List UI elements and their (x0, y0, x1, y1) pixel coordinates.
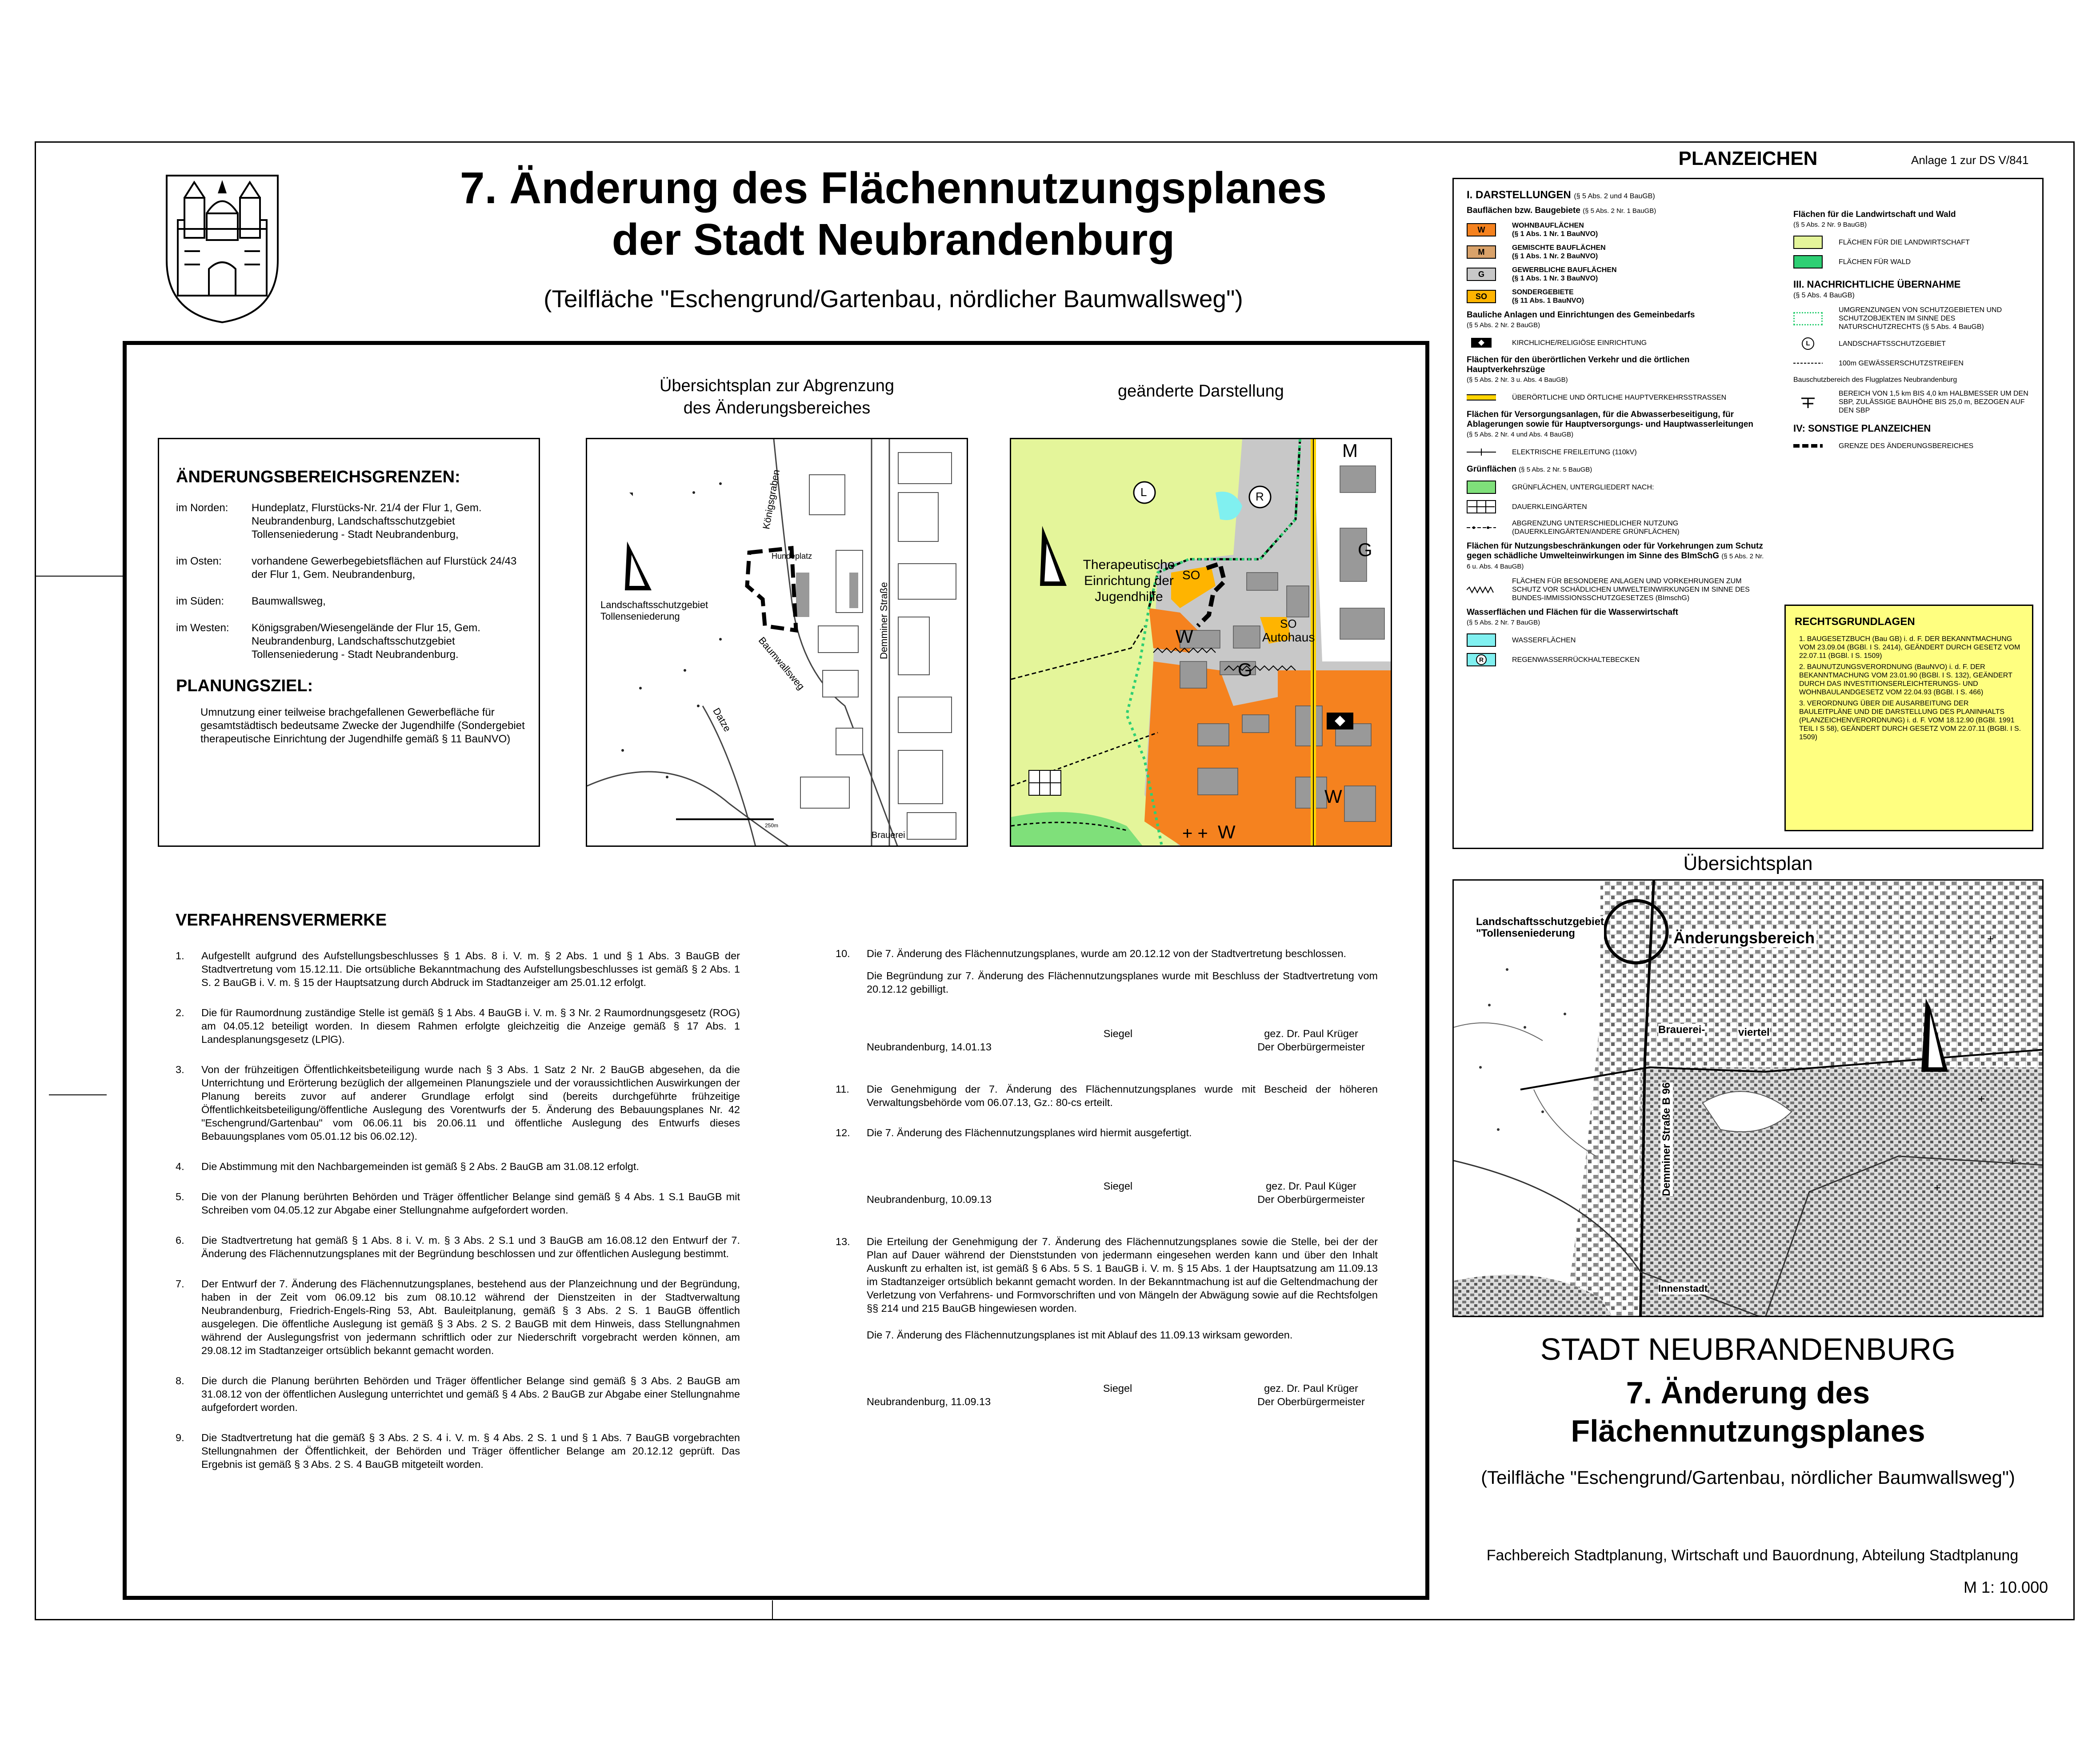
city-map-title: Übersichtsplan (1683, 853, 1813, 874)
lsg-icon (1793, 337, 1823, 350)
map2-label-w-2: W (1324, 786, 1342, 807)
sig-seal: Siegel (1103, 1028, 1133, 1039)
legend-row-m (1467, 244, 1769, 260)
legend-sec4: IV: SONSTIGE PLANZEICHEN (1793, 423, 1931, 434)
map1-label-lsg (600, 599, 708, 622)
map2-label-r: R (1256, 490, 1264, 503)
legend-w-ref: (§ 1 Abs. 1 Nr. 1 BauNVO) (1512, 230, 1598, 238)
procedure-text: Die Stadtvertretung hat gemäß § 1 Abs. 8 i. V. m. § 3 Abs. 2 S.1 und 3 BauGB am 16.08.12 den Entwurf der 7. Änderung des Flächennutzungsplanes mit der Begründung beschlossen und zur öffentlichen Auslegung bestimmt. (201, 1234, 740, 1259)
legend-bauflaechen-label: Bauflächen bzw. Baugebiete (1467, 206, 1580, 215)
legend-row-abgrenzung (1467, 519, 1769, 536)
legal-basis-item: 1. BAUGESETZBUCH (Bau GB) i. d. F. DER BEKANNTMACHUNG VOM 23.09.04 (BGBl. I S. 2414), GEÄNDERT DURCH GESETZ VOM 22.07.11 (BGBl. I S. 1509) (1799, 635, 2020, 660)
title-line-2: der Stadt Neubrandenburg (612, 215, 1175, 264)
legend-swatch-m: M (1467, 245, 1496, 259)
legend-versorgung (1467, 410, 1769, 440)
legal-basis-item: 3. VERORDNUNG ÜBER DIE AUSARBEITUNG DER BAULEITPLÄNE UND DIE DARSTELLUNG DES PLANINHALTS (PLANZEICHENVERORDNUNG) i. d. F. VOM 18.12.90 (BGBl. 1991 TEIL I S 58), GEÄNDERT DURCH GESETZ VOM 22.07.11 (BGBl. I S. 1509) (1799, 700, 2021, 741)
footer-city: STADT NEUBRANDENBURG (1540, 1332, 1956, 1366)
city-overview-map (1452, 879, 2044, 1317)
legend-row-landw (1793, 235, 2036, 249)
legend-m-label: GEMISCHTE BAUFLÄCHEN (1512, 244, 1606, 252)
procedure-num: 12. (836, 1127, 850, 1138)
legend-bauflaechen (1467, 206, 1769, 216)
map2-label-so-2: SO (1280, 617, 1297, 630)
goal-text: Umnutzung einer teilweise brachgefallenen Gewerbefläche für gesamtstädtisch bedeutsame Zwecke der Jugendhilfe (Sondergebiet therapeutische Einrichtung der Jugendhilfe gemäß § 11 BauNVO) (200, 706, 525, 745)
legend-wald-text: FLÄCHEN FÜR WALD (1839, 258, 1911, 266)
procedure-num: 6. (176, 1234, 184, 1246)
boundary-key: im Westen: (176, 622, 229, 634)
legend-wasser (1467, 608, 1769, 628)
legend-row-umgrenz (1793, 306, 2036, 331)
legend-verkehr (1467, 355, 1769, 385)
city-crest-icon (158, 171, 287, 325)
procedure-notes (176, 911, 740, 1488)
city-map-innenstadt-label: Innenstadt (1658, 1283, 1708, 1294)
svg-text:+: + (1987, 932, 1994, 946)
procedure-num: 13. (836, 1236, 850, 1247)
church-icon (1467, 336, 1496, 349)
procedure-text: Die Erteilung der Genehmigung der 7. Änderung des Flächennutzungsplanes sowie die Stelle, bei der der Plan auf Dauer während der Dienststunden von jedermann eingesehen werden kann und über den Inhalt Auskunft zu erhalten ist, ist gemäß § 6 Abs. 5 S. 1 BauGB i. V. m. § 15 Abs. 1 der Hauptsatzung am 11.09.13 im Stadtanzeiger ortsüblich bekannt gemacht worden. In der Bekanntmachung ist auf die Geltendmachung der Verletzung von Verfahrens- und Formvorschriften und von Mängeln der Abwägung sowie auf die Rechtsfolgen §§ 214 und 215 BauGB hingewiesen worden. (867, 1236, 1378, 1314)
legend-row-dauerklein (1467, 500, 1769, 514)
boundary-value: Hundeplatz, Flurstücks-Nr. 21/4 der Flur 1, Gem. Neubrandenburg, Landschaftsschutzgebiet Tollenseniederung - Stadt Neubrandenburg, (252, 502, 482, 541)
map1-label-datze: Datze (711, 706, 733, 734)
procedure-text: Die für Raumordnung zuständige Stelle ist gemäß § 1 Abs. 4 BauGB i. V. m. § 3 Nr. 2 Raumordnungsgesetz (ROG) am 04.05.12 beteiligt worden. In diesem Rahmen erfolgte gleichzeitig die Anzeige gemäß § 17 Abs. 1 Landesplanungsgesetz (LPlG). (201, 1007, 740, 1045)
legend-row-grenze (1793, 439, 2036, 453)
legal-basis-item: 2. BAUNUTZUNGSVERORDNUNG (BauNVO) i. d. F. DER BEKANNTMACHUNG VOM 23.01.90 (BGBl. I S. 132), GEÄNDERT DURCH DAS INVESTITIONSERLEICHTERUNGS- UND WOHNBAULANDGESETZ VOM 22.04.93 (BGBl. I S. 466) (1799, 663, 2012, 696)
procedure-item (176, 949, 740, 989)
legend-freileitung-text: ELEKTRISCHE FREILEITUNG (110kV) (1512, 448, 1637, 456)
boundary-key: im Süden: (176, 595, 224, 607)
legend-umgrenz-text: UMGRENZUNGEN VON SCHUTZGEBIETEN UND SCHUTZOBJEKTEN IM SINNE DES NATURSCHUTZRECHTS (§ 5 Abs. 4 BauGB) (1839, 306, 2002, 331)
boundary-south (176, 595, 525, 608)
map1-label-scale: 250m (765, 822, 779, 829)
footer-scale: M 1: 10.000 (1964, 1578, 2048, 1596)
legend-m-ref: (§ 1 Abs. 1 Nr. 2 BauNVO) (1512, 252, 1598, 260)
city-map-lsg-1: Landschaftsschutzgebiet (1476, 916, 1604, 928)
procedure-text: Die 7. Änderung des Flächennutzungsplanes, wurde am 20.12.12 von der Stadtvertretung beschlossen. (867, 948, 1347, 959)
legend-wasser-label: Wasserflächen und Flächen für die Wasserwirtschaft (1467, 608, 1678, 617)
legend-gruen-ref: (§ 5 Abs. 2 Nr. 5 BauGB) (1519, 466, 1592, 473)
svg-text:+: + (1934, 1181, 1941, 1194)
footer-title-line2: Flächennutzungsplanes (1571, 1414, 1925, 1448)
sig-seal: Siegel (1103, 1382, 1132, 1394)
changed-plan-map (1010, 438, 1392, 847)
legend-swatch-g: G (1467, 268, 1496, 281)
map1-label-lsg-1: Landschaftsschutzgebiet (600, 599, 708, 610)
boundary-key: im Norden: (176, 502, 228, 514)
procedure-item (836, 947, 1378, 960)
legend-row-flug (1793, 389, 2036, 415)
city-map-lsg-2: "Tollenseniederung (1476, 927, 1575, 939)
overview-map-boundary (586, 438, 968, 847)
legend-text-m (1512, 244, 1606, 260)
legend-row-lsg (1793, 337, 2036, 351)
legend-grenze-text: GRENZE DES ÄNDERUNGSBEREICHES (1839, 442, 1974, 450)
legend-col-right (1793, 187, 2036, 458)
procedure-num: 5. (176, 1191, 184, 1202)
sig-role: Der Oberbürgermeister (1257, 1041, 1365, 1053)
city-map-aenderung-label: Änderungsbereich (1672, 929, 1816, 947)
signature-block (867, 1027, 1378, 1054)
sig-seal: Siegel (1103, 1180, 1133, 1192)
sig-name-block (1244, 1179, 1378, 1206)
procedure-num: 8. (176, 1375, 184, 1386)
procedure-num: 10. (836, 948, 850, 959)
map2-label-autohaus: Autohaus (1262, 630, 1315, 644)
procedure-item (176, 1006, 740, 1046)
legend-gruen-text: GRÜNFLÄCHEN, UNTERGLIEDERT NACH: (1512, 483, 1654, 491)
legend-verkehr-label: Flächen für den überörtlichen Verkehr und die örtlichen Hauptverkehrszüge (1467, 355, 1690, 374)
map1-caption-line2: des Änderungsbereiches (683, 399, 871, 417)
legend-bauliche-label: Bauliche Anlagen und Einrichtungen des Gemeinbedarfs (1467, 310, 1695, 320)
procedure-item (176, 1190, 740, 1217)
legend-row-w (1467, 221, 1769, 238)
map1-caption (586, 375, 968, 419)
legend-landwirt-label: Flächen für die Landwirtschaft und Wald (1793, 210, 1956, 219)
legend-schutz-text: FLÄCHEN FÜR BESONDERE ANLAGEN UND VORKEHRUNGEN ZUM SCHUTZ VOR SCHÄDLICHEN UMWELTEINWIRKUNGEN IM SINNE DES BUNDES-IMMISSIONSSCHUTZGESETZES (BImschG) (1512, 577, 1750, 602)
svg-text:+: + (1978, 1092, 1985, 1106)
city-map-viertel-label: viertel (1738, 1026, 1770, 1038)
map2-label-l: L (1140, 485, 1147, 499)
sig-role: Der Oberbürgermeister (1257, 1396, 1365, 1407)
legend-swatch-landw (1793, 236, 1823, 249)
legend-text-so (1512, 288, 1584, 305)
boundary-north (176, 501, 525, 541)
map2-caption: geänderte Darstellung (1118, 382, 1284, 401)
procedure-item (836, 1235, 1378, 1315)
map1-label-lsg-2: Tollenseniederung (600, 611, 680, 622)
boundaries-heading: ÄNDERUNGSBEREICHSGRENZEN: (176, 468, 460, 486)
procedure-text: Die Genehmigung der 7. Änderung des Flächennutzungsplanes wurde mit Bescheid der höheren Verwaltungsbehörde vom 06.07.13, Gz.: 80-cs erteilt. (867, 1083, 1378, 1108)
legend-row-wasserfl (1467, 633, 1769, 647)
procedure-text: Die 7. Änderung des Flächennutzungsplanes wird hiermit ausgefertigt. (867, 1127, 1192, 1138)
legend-row-freileitung (1467, 445, 1769, 459)
legal-basis-heading: RECHTSGRUNDLAGEN (1795, 616, 1915, 628)
legend-row-wald (1793, 255, 2036, 269)
map2-label-so: SO (1182, 568, 1200, 582)
procedure-text: Von der frühzeitigen Öffentlichkeitsbeteiligung wurde nach § 3 Abs. 1 Satz 2 Nr. 2 BauGB abgesehen, da die Unterrichtung und Erörterung bezüglich der allgemeinen Planungsziele und der voraussichtlichen Auswirkungen der Planung bereits zuvor auf anderer Grundlage erfolgt sind (bereits durchgeführte frühzeitige Öffentlichkeitsbeteiligung/öffentliche Auslegung des Vorentwurfs der 5. Änderung des Bebauungsplanes Nr. 42 "Eschengrund/Gartenbau" vom 06.06.11 bis 20.06.11 und öffentliche Auslegung des Entwurfs dieses Bebauungsplanes vom 05.01.12 bis 06.02.12). (201, 1064, 740, 1142)
legend-sec3-ref: (§ 5 Abs. 4 BauGB) (1793, 292, 1855, 299)
procedure-item (176, 1431, 740, 1471)
legend-bauliche-ref: (§ 5 Abs. 2 Nr. 2 BauGB) (1467, 321, 1540, 329)
procedure-text: Die durch die Planung berührten Behörden und Träger öffentlicher Belange sind gemäß § 3 Abs. 2 BauGB am 31.08.12 von der öffentlichen Auslegung unterrichtet und gemäß § 4 Abs. 2 BauGB zur Abgabe einer Stellungnahme aufgefordert worden. (201, 1375, 740, 1413)
legend-gewaesser-text: 100m GEWÄSSERSCHUTZSTREIFEN (1839, 359, 1964, 367)
legend-versorgung-label: Flächen für Versorgungsanlagen, für die Abwasserbeseitigung, für Ablagerungen sowie für Hauptversorgungs- und Hauptwasserleitungen (1467, 410, 1754, 429)
legend-sec1-label: I. DARSTELLUNGEN (1467, 189, 1571, 201)
legend-swatch-so: SO (1467, 290, 1496, 303)
signature-block (867, 1179, 1378, 1206)
legend-row-gruen (1467, 480, 1769, 494)
frame-tick-left (35, 576, 123, 577)
procedure-item (176, 1374, 740, 1414)
sig-name: gez. Dr. Paul Krüger (1264, 1028, 1358, 1039)
procedure-num: 2. (176, 1007, 184, 1018)
procedure-text: Die Begründung zur 7. Änderung des Flächennutzungsplanes wurde mit Beschluss der Stadtvertretung vom 20.12.12 gebilligt. (867, 970, 1378, 995)
legend-flug-heading: Bauschutzbereich des Flugplatzes Neubrandenburg (1793, 376, 1957, 384)
legend-landwirt (1793, 210, 2036, 230)
procedure-text: Die Abstimmung mit den Nachbargemeinden ist gemäß § 2 Abs. 2 BauGB am 31.08.12 erfolgt. (201, 1161, 639, 1172)
dashed-line-icon (1793, 357, 1823, 370)
legend-row-kirch (1467, 336, 1769, 350)
legend-title: PLANZEICHEN (1678, 148, 1818, 169)
procedure-text: Der Entwurf der 7. Änderung des Flächennutzungsplanes, bestehend aus der Planzeichnung und der Begründung, haben in der Zeit vom 06.09.12 bis zum 08.10.12 während der Dienstzeiten in der Stadtverwaltung Neubrandenburg, Friedrich-Engels-Ring 53, Abt. Bauleitplanung, gemäß § 3 Abs. 2 S. 1 BauGB öffentlich ausgelegen. Die öffentliche Auslegung ist gemäß § 3 Abs. 2 S. 2 BauGB mit dem Hinweis, dass Stellungnahmen während der Auslegungsfrist von jedermann schriftlich oder zur Niederschrift vorgebracht werden können, am 29.08.12 im Stadtanzeiger ortsüblich bekannt gemacht worden. (201, 1278, 740, 1356)
boundary-value: Königsgraben/Wiesengelände der Flur 15, Gem. Neubrandenburg, Landschaftsschutzgebiet Tollenseniederung - Stadt Neubrandenburg. (252, 622, 480, 661)
page-title (347, 162, 1440, 265)
legend-so-ref: (§ 11 Abs. 1 BauNVO) (1512, 297, 1584, 305)
footer-department: Fachbereich Stadtplanung, Wirtschaft und Bauordnung, Abteilung Stadtplanung (1486, 1547, 2019, 1564)
legend-gruen-label: Grünflächen (1467, 465, 1516, 474)
boundary-dots-icon (1467, 521, 1496, 534)
therapie-line1: Therapeutische (1083, 557, 1175, 572)
legend-nutzung-ref: (§ 5 Abs. 2 Nr. 6 u. Abs. 4 BauGB) (1467, 553, 1764, 570)
legend-so-label: SONDERGEBIETE (1512, 288, 1574, 296)
legend-regen-text: REGENWASSERRÜCKHALTEBECKEN (1512, 656, 1640, 664)
legend-w-label: WOHNBAUFLÄCHEN (1512, 222, 1584, 229)
protected-area-icon (1793, 312, 1823, 325)
procedure-notes-right (836, 947, 1378, 1437)
svg-text:+ +: + + (1182, 824, 1208, 843)
legend-flug-text: BEREICH VON 1,5 km BIS 4,0 km HALBMESSER UM DEN SBP, ZULÄSSIGE BAUHÖHE BIS 25,0 m, BEZOGEN AUF DEN SBP (1839, 390, 2028, 414)
legend-swatch-w: W (1467, 223, 1496, 236)
city-map-demminer-label: Demminer Straße B 96 (1660, 1082, 1672, 1196)
sig-name: gez. Dr. Paul Küger (1266, 1180, 1356, 1192)
road-line-icon (1467, 391, 1496, 404)
legend-kirch-text: KIRCHLICHE/RELIGIÖSE EINRICHTUNG (1512, 339, 1647, 347)
procedure-item (836, 1082, 1378, 1109)
legend-row-schutz (1467, 577, 1769, 602)
procedure-text: Aufgestellt aufgrund des Aufstellungsbeschlusses § 1 Abs. 8 i. V. m. § 2 Abs. 1 und § 1 Abs. 3 BauGB der Stadtvertretung vom 15.12.11. Die ortsübliche Bekanntmachung des Aufstellungsbeschlusses ist gemäß § 2 Abs. 1 S. 2 BauGB i. V. m. § 15 der Hauptsatzung durch Abdruck im Stadtanzeiger am 25.01.12 erfolgt. (201, 950, 740, 988)
legend-lsg-code: L (1802, 337, 1814, 350)
city-map-brauerei-label: Brauerei- (1658, 1024, 1705, 1036)
map2-label-g-2: G (1358, 539, 1372, 560)
procedure-num: 11. (836, 1083, 849, 1095)
legend-lsg-text: LANDSCHAFTSSCHUTZGEBIET (1839, 340, 1946, 348)
therapie-line2: Einrichtung der (1084, 573, 1174, 588)
boundary-line-icon (1793, 439, 1823, 453)
zigzag-icon (1467, 583, 1496, 597)
map1-label-brauerei: Brauerei (872, 830, 905, 840)
boundary-east (176, 555, 525, 581)
svg-text:+: + (2009, 1154, 2016, 1168)
legend-sec3 (1793, 280, 2036, 301)
sig-name: gez. Dr. Paul Krüger (1264, 1382, 1358, 1394)
allotment-grid-icon (1467, 500, 1496, 513)
sig-place: Neubrandenburg, 11.09.13 (867, 1396, 991, 1407)
legend-landwirt-ref: (§ 5 Abs. 2 Nr. 9 BauGB) (1793, 221, 1867, 228)
procedure-item (836, 1126, 1378, 1139)
legend-landw-text: FLÄCHEN FÜR DIE LANDWIRTSCHAFT (1839, 238, 1970, 246)
map1-label-hundeplatz: Hundeplatz (772, 552, 812, 561)
procedure-heading: VERFAHRENSVERMERKE (176, 911, 387, 930)
procedure-num: 9. (176, 1432, 184, 1443)
procedure-text: Die von der Planung berührten Behörden und Träger öffentlicher Belange sind gemäß § 4 Abs. 1 S.1 BauGB mit Schreiben vom 04.05.12 zur Abgabe einer Stellungnahme aufgefordert worden. (201, 1191, 740, 1216)
procedure-text: Die Stadtvertretung hat die gemäß § 3 Abs. 2 S. 4 i. V. m. § 4 Abs. 2 S. 1 und § 1 Abs. 7 BauGB vorgebrachten Stellungnahmen der Öffentlichkeit, der Behörden und Träger öffentlicher Belange am 20.12.12 geprüft. Das Ergebnis ist gemäß § 3 Abs. 2 S. 4 BauGB mitgeteilt worden. (201, 1432, 740, 1470)
legend-verkehr-ref: (§ 5 Abs. 2 Nr. 3 u. Abs. 4 BauGB) (1467, 376, 1568, 384)
boundary-key: im Osten: (176, 555, 222, 567)
procedure-num: 1. (176, 950, 184, 962)
power-line-icon (1467, 445, 1496, 459)
legend-g-label: GEWERBLICHE BAUFLÄCHEN (1512, 266, 1617, 274)
legend-g-ref: (§ 1 Abs. 1 Nr. 3 BauNVO) (1512, 275, 1598, 282)
footer-title-line1: 7. Änderung des (1626, 1375, 1870, 1410)
legend-bauliche (1467, 310, 1769, 330)
legal-basis-box (1784, 605, 2033, 831)
legend-sec1-ref: (§ 5 Abs. 2 und 4 BauGB) (1574, 192, 1655, 200)
legend-text-g (1512, 266, 1617, 283)
city-map-lsg-label (1476, 916, 1604, 939)
footer-subtitle: (Teilfläche "Eschengrund/Gartenbau, nördlicher Baumwallsweg") (1481, 1467, 2015, 1488)
sig-place: Neubrandenburg, 10.09.13 (867, 1194, 992, 1205)
map2-label-m: M (1342, 440, 1358, 461)
legend-swatch-wasser (1467, 633, 1496, 647)
legend-swatch-wald (1793, 255, 1823, 268)
legend-bauflaechen-ref: (§ 5 Abs. 2 Nr. 1 BauGB) (1583, 207, 1656, 215)
legend-sec1 (1467, 190, 1769, 201)
legend-swatch-gruen (1467, 481, 1496, 494)
legend-row-strassen (1467, 390, 1769, 405)
map2-therapie-label (1071, 557, 1187, 605)
title-line-1: 7. Änderung des Flächennutzungsplanes (460, 163, 1327, 213)
legend-versorgung-ref: (§ 5 Abs. 2 Nr. 4 und Abs. 4 BauGB) (1467, 431, 1574, 438)
procedure-item (176, 1063, 740, 1143)
signature-block (867, 1382, 1378, 1408)
map2-label-w-3: W (1218, 821, 1236, 842)
map1-label-baumwallsweg: Baumwallsweg (756, 635, 807, 692)
procedure-num: 3. (176, 1064, 184, 1075)
boundary-value: Baumwallsweg, (252, 595, 326, 607)
map2-label-w: W (1176, 626, 1193, 647)
legend-sec3-label: III. NACHRICHTLICHE ÜBERNAHME (1793, 279, 1961, 290)
legend-anlage: Anlage 1 zur DS V/841 (1911, 153, 2029, 167)
legend-nutzung (1467, 541, 1769, 572)
sig-name-block (1244, 1027, 1378, 1054)
goal-heading: PLANUNGSZIEL: (176, 677, 313, 695)
legend-row-gewaesser (1793, 356, 2036, 370)
legend-gruen (1467, 465, 1769, 475)
legend-nutzung-label: Flächen für Nutzungsbeschränkungen oder für Vorkehrungen zum Schutz gegen schädliche Umwelteinwirkungen im Sinne des BImSchG (1467, 541, 1763, 561)
frame-tick-bottom (772, 1600, 773, 1620)
frame-tick-left-2 (49, 1094, 107, 1095)
procedure-item (176, 1234, 740, 1260)
legend-strassen-text: ÜBERÖRTLICHE UND ÖRTLICHE HAUPTVERKEHRSSTRASSEN (1512, 393, 1727, 401)
legend-col-left (1467, 187, 1769, 672)
boundary-west (176, 621, 525, 661)
legend-row-regen (1467, 653, 1769, 667)
boundary-value: vorhandene Gewerbegebietsflächen auf Flurstück 24/43 der Flur 1, Gem. Neubrandenburg, (252, 555, 517, 581)
procedure-text: Die 7. Änderung des Flächennutzungsplanes ist mit Ablauf des 11.09.13 wirksam geworden. (867, 1329, 1293, 1341)
legend-text-w (1512, 221, 1598, 238)
legend-wasserfl-text: WASSERFLÄCHEN (1512, 636, 1576, 644)
legend-row-so (1467, 288, 1769, 305)
legend-regen-code: R (1476, 654, 1487, 665)
map1-label-koenigsgraben: Königsgraben (760, 469, 782, 530)
therapie-line3: Jugendhilfe (1095, 589, 1163, 604)
airport-protection-icon (1793, 396, 1823, 409)
boundaries-box (158, 438, 540, 847)
legend-swatch-regen (1467, 653, 1496, 666)
procedure-num: 7. (176, 1278, 184, 1290)
legend-abgrenzung-text: ABGRENZUNG UNTERSCHIEDLICHER NUTZUNG (DAUERKLEINGÄRTEN/ANDERE GRÜNFLÄCHEN) (1512, 520, 1680, 536)
legend-wasser-ref: (§ 5 Abs. 2 Nr. 7 BauGB) (1467, 619, 1540, 626)
map2-label-g: G (1238, 659, 1252, 680)
map1-caption-line1: Übersichtsplan zur Abgrenzung (659, 377, 895, 395)
legend-dauerklein-text: DAUERKLEINGÄRTEN (1512, 503, 1587, 511)
footer-title (1452, 1374, 2044, 1450)
procedure-item (176, 1277, 740, 1357)
procedure-item (176, 1160, 740, 1173)
map1-label-demminer: Demminer Straße (878, 582, 889, 659)
sig-name-block (1244, 1382, 1378, 1408)
page-subtitle: (Teilfläche "Eschengrund/Gartenbau, nördlicher Baumwallsweg") (544, 285, 1243, 313)
legend-row-g (1467, 266, 1769, 283)
sig-role: Der Oberbürgermeister (1257, 1194, 1365, 1205)
sig-place: Neubrandenburg, 14.01.13 (867, 1041, 992, 1053)
procedure-num: 4. (176, 1161, 184, 1172)
